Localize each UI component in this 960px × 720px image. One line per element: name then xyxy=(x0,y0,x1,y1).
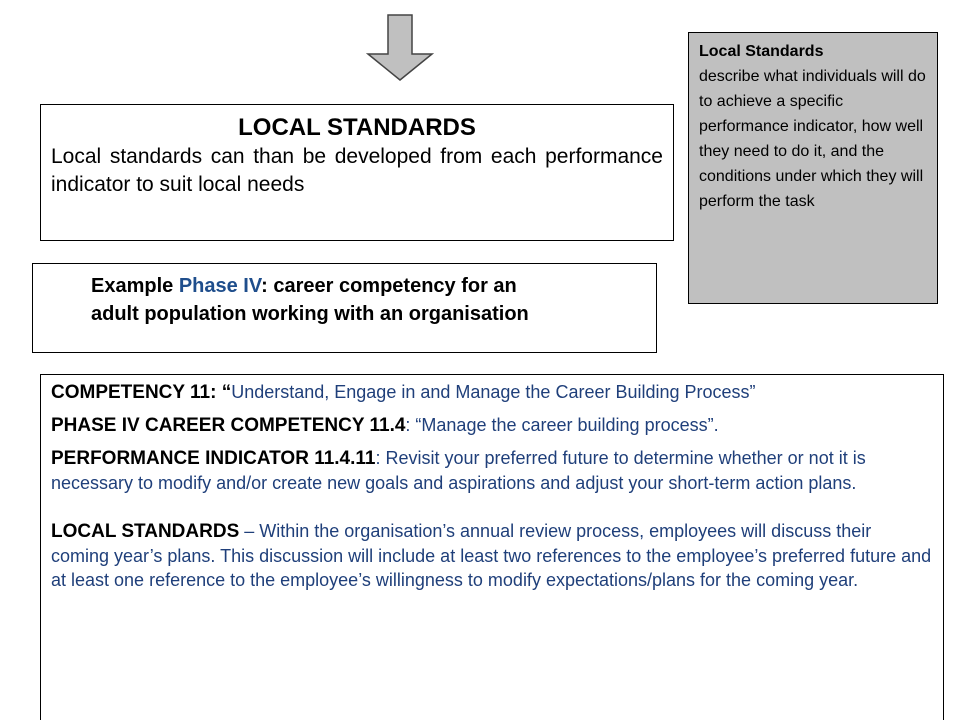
example-line-2: adult population working with an organisation xyxy=(91,303,529,325)
local-standards-box xyxy=(40,104,674,241)
down-arrow-icon xyxy=(366,14,434,82)
phase-label: Phase IV xyxy=(178,275,262,297)
local-standards-definition-box xyxy=(688,32,938,304)
definition-text: describe what individuals will do to achieve a specific performance indicator, how well they need to do it, and the conditions under which they will perform the task xyxy=(699,68,926,210)
example-box xyxy=(32,263,657,353)
competency-line: COMPETENCY 11: “Understand, Engage in and Manage the Career Building Process” xyxy=(51,382,756,403)
local-standards-line: LOCAL STANDARDS – Within the organisation’s annual review process, employees will discuss their coming year’s plans. This discussion will include at least two references to the employee’s preferred future and at least one reference to the employee’s willingness to modify expectations/plans for the coming year. xyxy=(51,521,932,590)
definition-term: Local Standards xyxy=(699,43,824,60)
competency-details-box xyxy=(40,374,944,720)
phase-competency-line: PHASE IV CAREER COMPETENCY 11.4: “Manage the career building process”. xyxy=(51,415,719,436)
local-standards-description: Local standards can than be developed from each performance indicator to suit local needs xyxy=(51,145,663,196)
performance-indicator-line: PERFORMANCE INDICATOR 11.4.11: Revisit your preferred future to determine whether or not it is necessary to modify and/or create new goals and aspirations and adjust your short-term action plans. xyxy=(51,448,866,493)
local-standards-title: LOCAL STANDARDS xyxy=(238,114,476,141)
example-line-1: Example Phase IV: career competency for an xyxy=(91,275,517,297)
